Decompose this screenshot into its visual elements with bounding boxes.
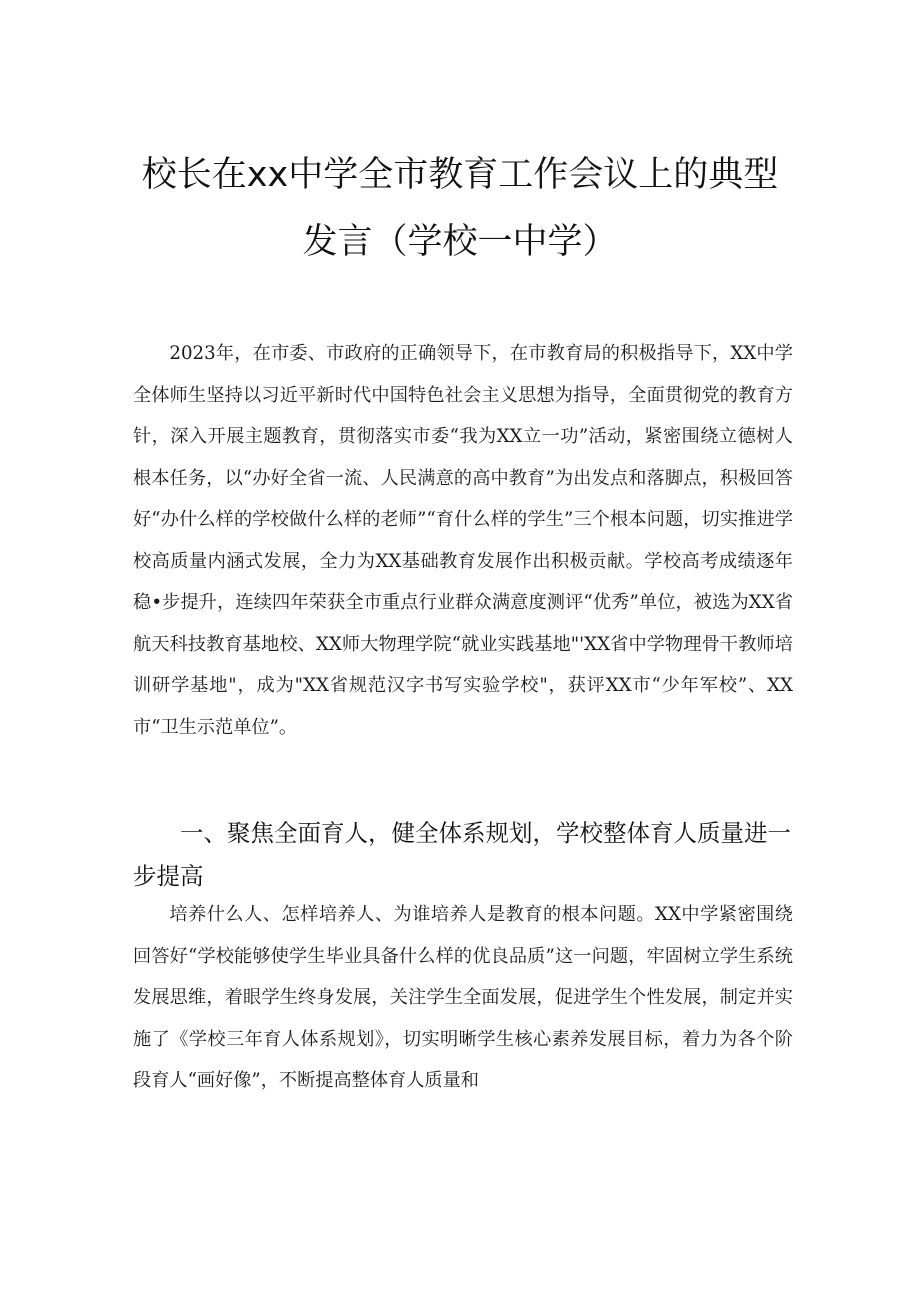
section-1-paragraph: 培养什么人、怎样培养人、为谁培养人是教育的根本问题。XX中学紧密围绕回答好“学校能够使学生毕业具备什么样的优良品质”这一问题，牢固树立学生系统发展思维，着眼学生终身发展，关注学生全面发展，促进学生个性发展，制定并实施了《学校三年育人体系规划》，切实明晰学生核心素养发展目标，着力为各个阶段育人“画好像”，不断提高整体育人质量和 <box>133 904 793 1091</box>
section-heading-1: 一、聚焦全面育人，健全体系规划，学校整体育人质量进一步提高 <box>133 819 791 890</box>
document-title-line-1: 校长在xx中学全市教育工作会议上的典型 <box>141 155 779 195</box>
document-title-line-2: 发言（学校一中学） <box>302 222 618 262</box>
intro-paragraph: 2023年，在市委、市政府的正确领导下，在市教育局的积极指导下，XX中学全体师生坚持以习近平新时代中国特色社会主义思想为指导，全面贯彻党的教育方针，深入开展主题教育，贯彻落实市委“我为XX立一功”活动，紧密围绕立德树人根本任务，以“办好全省一流、人民满意的高中教育”为出发点和落脚点，积极回答好“办什么样的学校做什么样的老师”“育什么样的学生”三个根本问题，切实推进学校高质量内涵式发展，全力为XX基础教育发展作出积极贡献。学校高考成绩逐年稳•步提升，连续四年荣获全市重点行业群众满意度测评“优秀”单位，被选为XX省航天科技教育基地校、XX师大物理学院“就业实践基地"'XX省中学物理骨干教师培训研学基地"，成为"XX省规范汉字书写实验学校"，获评XX市“少年军校”、XX市“卫生示范单位”。 <box>133 343 793 738</box>
